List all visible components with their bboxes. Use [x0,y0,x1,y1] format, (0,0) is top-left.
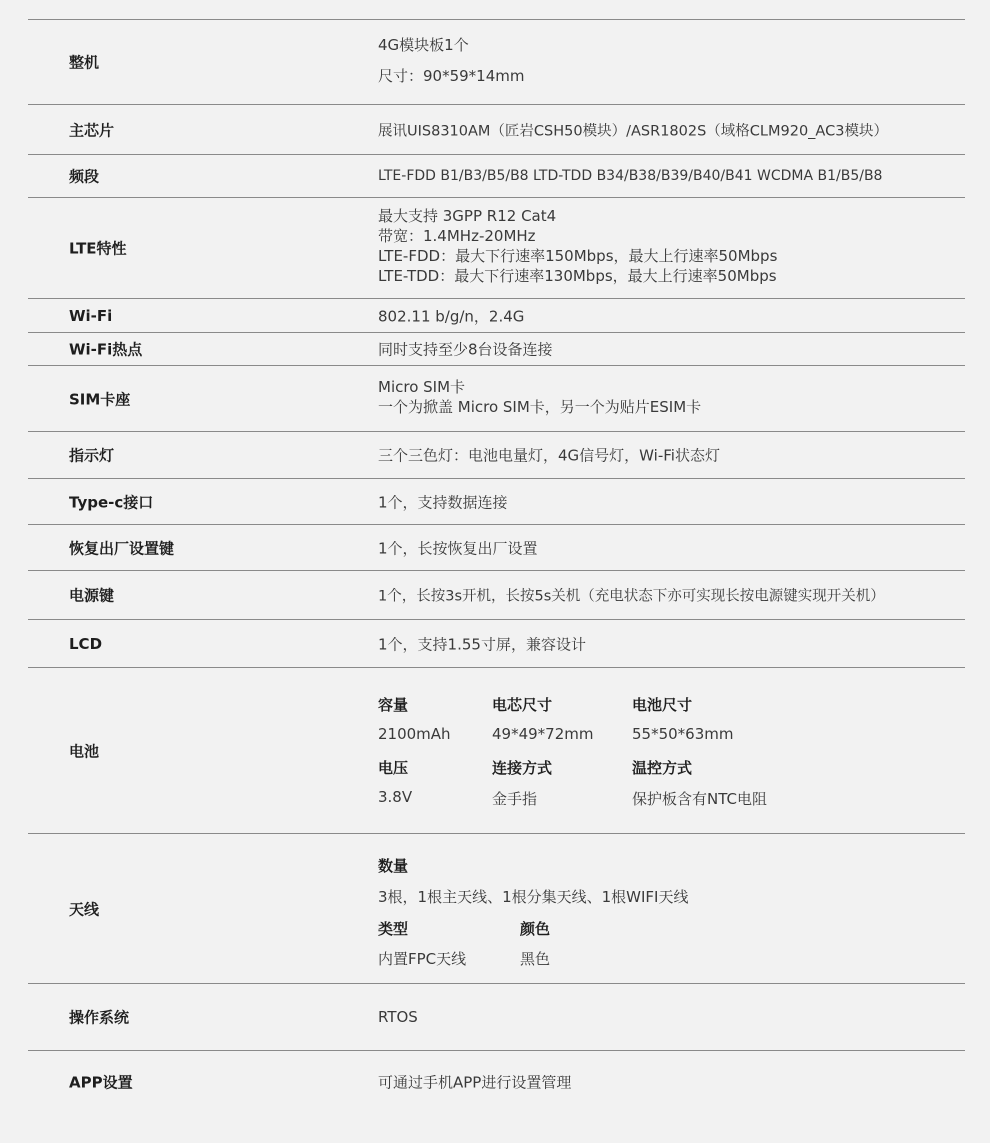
spec-value-line: LTE-FDD：最大下行速率150Mbps，最大上行速率50Mbps [378,247,778,265]
spec-label: 整机 [69,53,100,72]
spec-value-line: 一个为掀盖 Micro SIM卡，另一个为贴片ESIM卡 [378,398,702,416]
spec-label: 电源键 [69,586,115,605]
spec-row-app [28,1051,965,1113]
spec-row-sim [28,366,965,431]
spec-label: APP设置 [69,1073,133,1092]
spec-label: Wi-Fi热点 [69,340,143,359]
battery-temp-value: 保护板含有NTC电阻 [632,790,767,808]
spec-value-line: 尺寸：90*59*14mm [378,67,525,85]
spec-value-line: 带宽：1.4MHz-20MHz [378,227,536,245]
battery-voltage-value: 3.8V [378,788,413,806]
antenna-type-heading: 类型 [378,920,409,938]
spec-value: 三个三色灯：电池电量灯，4G信号灯，Wi-Fi状态灯 [378,446,720,465]
spec-row-reset [28,525,965,570]
spec-value: 1个，长按3s开机，长按5s关机（充电状态下亦可实现长按电源键实现开关机） [378,588,885,605]
spec-value-list [378,30,525,92]
spec-value: 同时支持至少8台设备连接 [378,340,553,359]
spec-row-antenna [28,834,965,983]
battery-connect-heading: 连接方式 [492,759,553,777]
battery-cell-size-value: 49*49*72mm [492,725,594,743]
battery-voltage-heading: 电压 [378,759,409,777]
antenna-color-heading: 颜色 [520,920,551,938]
spec-row-indicator [28,432,965,478]
spec-label: 操作系统 [69,1008,130,1027]
spec-value: RTOS [378,1008,418,1026]
spec-value: LTE-FDD B1/B3/B5/B8 LTD-TDD B34/B38/B39/B40/B41 WCDMA B1/B5/B8 [378,168,883,184]
spec-label: 指示灯 [69,446,115,465]
antenna-count-heading: 数量 [378,857,409,875]
antenna-count-value: 3根，1根主天线、1根分集天线、1根WIFI天线 [378,888,689,906]
spec-value: 可通过手机APP进行设置管理 [378,1073,572,1092]
battery-temp-heading: 温控方式 [632,759,693,777]
battery-connect-value: 金手指 [492,790,538,808]
spec-row-device [28,20,965,104]
spec-label: 主芯片 [69,121,115,139]
spec-label: 恢复出厂设置键 [69,539,175,557]
spec-row-chip [28,105,965,154]
spec-row-lcd [28,620,965,667]
spec-value: 1个，长按恢复出厂设置 [378,539,538,557]
spec-row-lte [28,198,965,298]
spec-value-line: 4G模块板1个 [378,36,469,54]
antenna-type-value: 内置FPC天线 [378,950,467,968]
battery-pack-size-heading: 电池尺寸 [632,696,693,714]
spec-row-wifi [28,299,965,332]
spec-row-bands [28,155,965,197]
battery-pack-size-value: 55*50*63mm [632,725,734,743]
spec-label: 频段 [69,167,100,186]
spec-value-line: 最大支持 3GPP R12 Cat4 [378,207,557,225]
spec-label: Wi-Fi [69,306,113,325]
spec-value: 802.11 b/g/n，2.4G [378,307,525,325]
spec-label: 天线 [69,900,100,918]
spec-value-line: LTE-TDD：最大下行速率130Mbps，最大上行速率50Mbps [378,267,777,285]
spec-value-list [378,206,777,286]
spec-value: 展讯UIS8310AM（匠岩CSH50模块）/ASR1802S（域格CLM920_AC3模块） [378,123,888,139]
spec-row-power [28,571,965,619]
spec-label: 电池 [69,742,100,760]
antenna-color-value: 黑色 [520,950,551,968]
spec-label: SIM卡座 [69,390,131,408]
battery-capacity-value: 2100mAh [378,725,451,743]
spec-value: 1个，支持数据连接 [378,493,508,511]
battery-capacity-heading: 容量 [378,696,409,714]
spec-value: 1个，支持1.55寸屏，兼容设计 [378,635,586,653]
spec-row-hotspot [28,333,965,365]
spec-label: LCD [69,634,103,653]
battery-cell-size-heading: 电芯尺寸 [492,696,553,714]
spec-label: LTE特性 [69,239,127,258]
spec-row-os [28,984,965,1050]
spec-row-battery [28,668,965,833]
spec-label: Type-c接口 [69,493,154,511]
spec-value-list [378,377,701,417]
spec-row-typec [28,479,965,524]
spec-value-line: Micro SIM卡 [378,378,466,396]
